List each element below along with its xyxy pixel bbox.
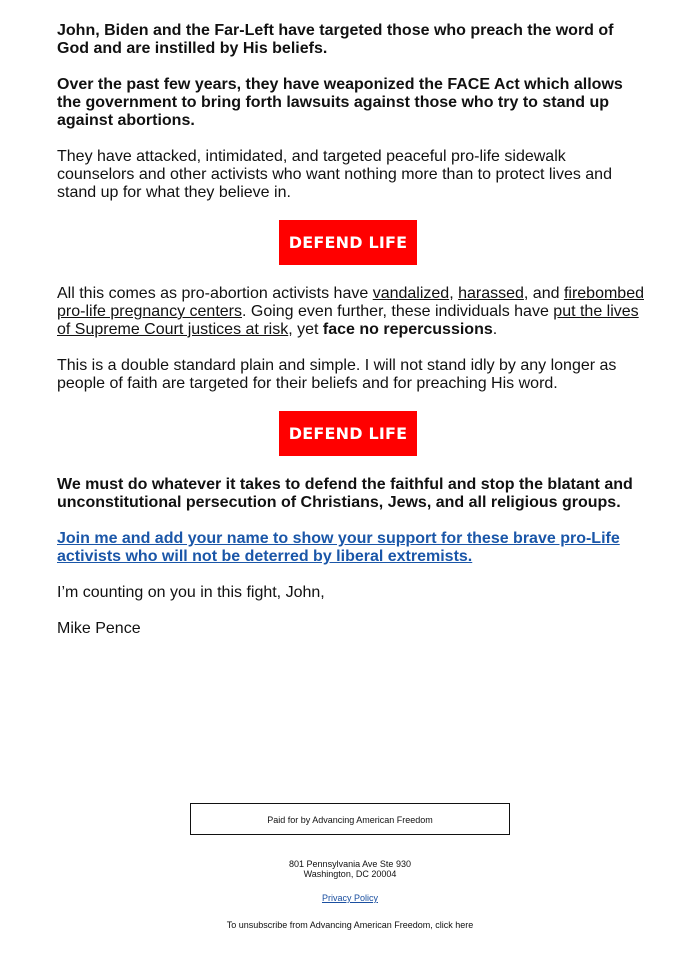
- period-text: .: [492, 321, 498, 338]
- address: [0, 859, 700, 879]
- activists-mid-text: . Going even further, these individuals have: [241, 303, 554, 320]
- unsubscribe-link[interactable]: To unsubscribe from Advancing American Freedom, click here: [226, 920, 474, 930]
- join-link[interactable]: Join me and add your name to show your support for these brave pro-Life activists who will not be deterred by liberal extremists.: [57, 530, 620, 565]
- activists-intro-text: All this comes as pro-abortion activists have: [57, 285, 373, 302]
- join-paragraph: [57, 530, 647, 566]
- defend-life-button[interactable]: DEFEND LIFE: [279, 220, 417, 265]
- separator-text: , yet: [288, 321, 323, 338]
- footer: [0, 803, 700, 930]
- address-line-2: Washington, DC 20004: [303, 869, 397, 879]
- defend-faithful-paragraph: We must do whatever it takes to defend the faithful and stop the blatant and unconstitutional persecution of Christians, Jews, and all religious groups.: [57, 476, 633, 511]
- no-repercussions-text: face no repercussions: [322, 321, 493, 338]
- intro-paragraph: John, Biden and the Far-Left have targeted those who preach the word of God and are instilled by His beliefs.: [57, 22, 614, 57]
- separator-text: ,: [449, 285, 459, 302]
- defend-life-button-wrap-2: [57, 411, 647, 456]
- harassed-link[interactable]: harassed: [458, 285, 524, 302]
- attacks-paragraph: They have attacked, intimidated, and targeted peaceful pro-life sidewalk counselors and other activists who want nothing more than to protect lives and stand up for what they believe in.: [57, 148, 612, 201]
- privacy-policy-link[interactable]: Privacy Policy: [321, 893, 378, 903]
- address-line-1: 801 Pennsylvania Ave Ste 930: [289, 859, 411, 869]
- face-act-paragraph: Over the past few years, they have weaponized the FACE Act which allows the government to bring forth lawsuits against those who try to stand up against abortions.: [57, 76, 623, 129]
- double-standard-paragraph: This is a double standard plain and simple. I will not stand idly by any longer as people of faith are targeted for their beliefs and for preaching His word.: [57, 357, 617, 392]
- defend-life-button-wrap-1: [57, 220, 647, 265]
- separator-text: , and: [523, 285, 564, 302]
- counting-on-you-text: I’m counting on you in this fight, John,: [57, 584, 325, 601]
- activists-paragraph: [57, 285, 647, 339]
- vandalized-link[interactable]: vandalized: [372, 285, 450, 302]
- signature: Mike Pence: [57, 620, 141, 637]
- email-body: [57, 22, 647, 656]
- defend-life-button[interactable]: DEFEND LIFE: [279, 411, 417, 456]
- firebombed-link[interactable]: firebombed pro-life pregnancy centers: [57, 285, 644, 320]
- supreme-court-link[interactable]: put the lives of Supreme Court justices at risk: [57, 303, 639, 338]
- paid-for-box: Paid for by Advancing American Freedom: [190, 803, 510, 835]
